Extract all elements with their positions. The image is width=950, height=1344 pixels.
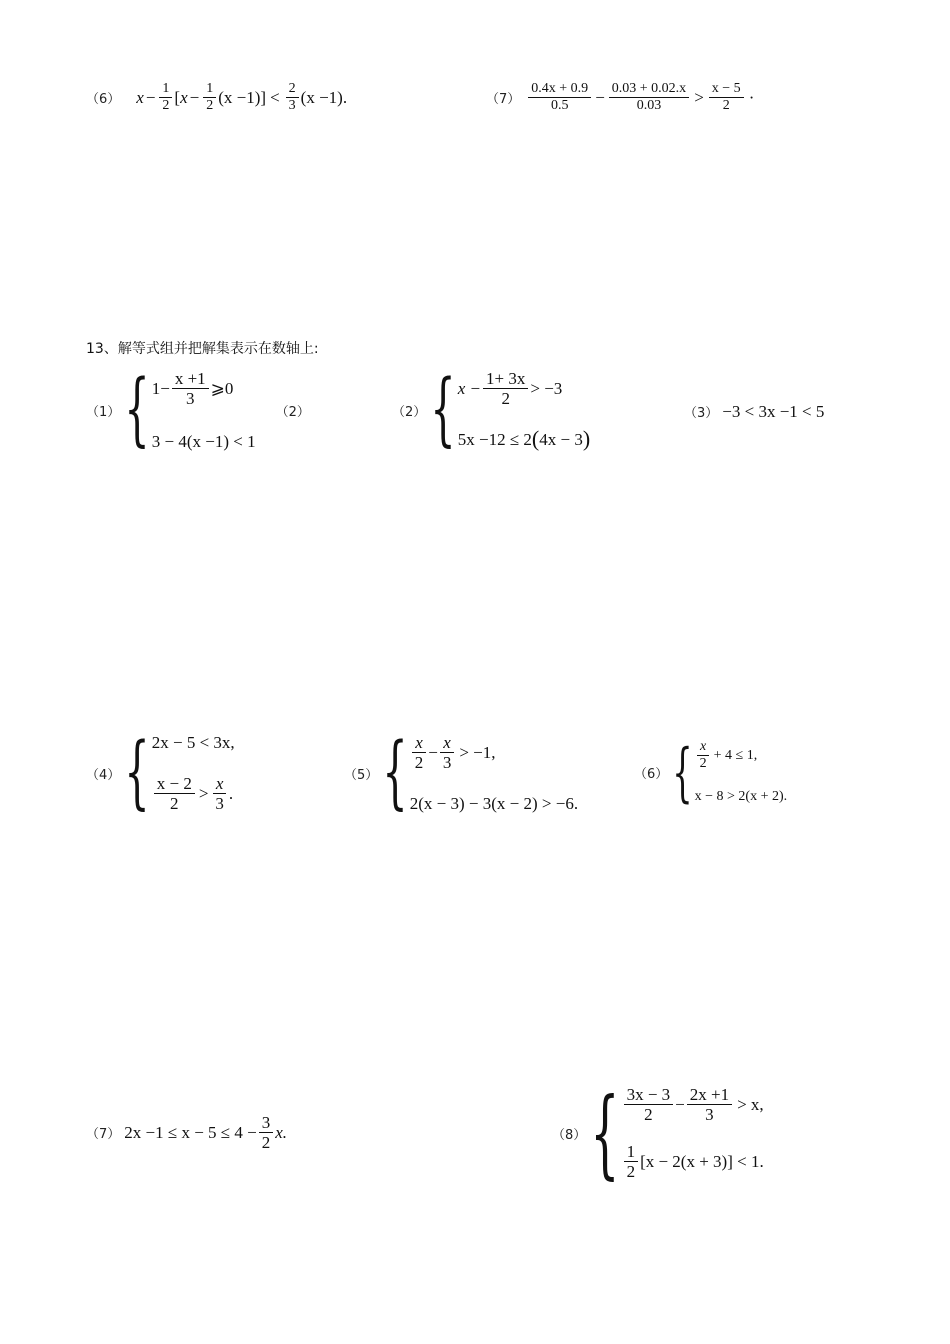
left-brace: { [430, 364, 456, 456]
inequality-system: { x − $\frac{1+ 3x}{2}$ > −3 5x −12 ≤ 2 ( 4x − 3 ) [430, 364, 591, 456]
left-brace: { [590, 1076, 620, 1190]
math-expression: 2x −1 ≤ x − 5 ≤ 4 − $\frac{3}{2}$ x. [124, 1113, 288, 1152]
problem-label: （8） [552, 1127, 587, 1143]
problem-13-6 [634, 734, 788, 810]
inequality-system: { $\frac{x}{2}$ − $\frac{x}{3}$ > −1, 2(x − 3) − 3(x − 2) > −6. [382, 727, 579, 819]
problem-label-extra: （2） [275, 404, 310, 420]
problem-12-7 [486, 82, 754, 113]
problem-13-4 [86, 727, 235, 819]
problem-13-1 [86, 364, 310, 456]
problem-label: （5） [344, 767, 379, 783]
problem-label: （2） [392, 404, 427, 420]
problem-13-3 [684, 402, 824, 421]
problem-label: （4） [86, 767, 121, 783]
inequality-system: { $\frac{3x - 3}{2}$ − $\frac{2x +1}{3}$ > x, $\frac{1}{2}$ [x − 2(x + 3)] < 1. [590, 1076, 764, 1190]
problem-12-6 [86, 82, 347, 113]
math-expression: −3 < 3x −1 < 5 [722, 402, 825, 421]
problem-13-7 [86, 1114, 287, 1151]
problem-13-8 [552, 1076, 764, 1190]
problem-label: （6） [86, 92, 121, 107]
problem-label: （7） [86, 1127, 121, 1142]
left-brace: { [672, 734, 693, 810]
inequality-system: { 2x − 5 < 3x, $\frac{x - 2}{2}$ > $\frac{x}{3}$ . [124, 727, 235, 819]
left-brace: { [124, 727, 150, 819]
problem-label: （6） [634, 766, 669, 782]
problem-13-2 [392, 364, 591, 456]
inequality-system: { 1− $\frac{x +1}{3}$ ⩾0 3 − 4(x −1) < 1 [124, 364, 256, 456]
problem-13-5 [344, 727, 579, 819]
left-brace: { [382, 727, 408, 819]
section-heading: 13、解等式组并把解集表示在数轴上: [86, 341, 319, 357]
math-expression: x − $\frac{1}{2}$ [ x − $\frac{1}{2}$ (x −1)] < $\frac{2}{3}$ (x −1). [136, 81, 348, 113]
inequality-system: { $\frac{x}{2}$ + 4 ≤ 1, x − 8 > 2(x + 2). [672, 734, 788, 810]
problem-label: （3） [684, 406, 719, 421]
problem-label: （1） [86, 404, 121, 420]
left-brace: { [124, 364, 150, 456]
problem-label: （7） [486, 92, 521, 107]
math-expression: $\frac{0.4x + 0.9}{0.5}$ − $\frac{0.03 + 0.02.x}{0.03}$ > $\frac{x - 5}{2}$ · [526, 82, 754, 113]
